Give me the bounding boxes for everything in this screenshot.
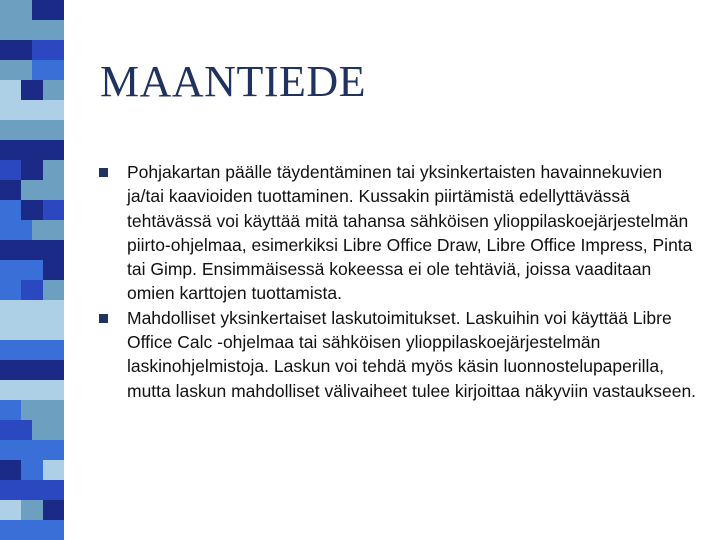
stripe-row bbox=[0, 480, 64, 500]
stripe-cell bbox=[0, 300, 64, 320]
square-bullet-icon bbox=[99, 168, 108, 177]
stripe-row bbox=[0, 180, 64, 200]
stripe-cell bbox=[0, 380, 32, 400]
stripe-cell bbox=[43, 160, 64, 180]
stripe-row bbox=[0, 420, 64, 440]
stripe-row bbox=[0, 200, 64, 220]
stripe-row bbox=[0, 140, 64, 160]
stripe-cell bbox=[0, 260, 21, 280]
stripe-cell bbox=[0, 100, 64, 120]
stripe-row bbox=[0, 240, 64, 260]
stripe-row bbox=[0, 300, 64, 320]
stripe-cell bbox=[43, 500, 64, 520]
stripe-row bbox=[0, 60, 64, 80]
slide-title: MAANTIEDE bbox=[100, 57, 367, 106]
stripe-cell bbox=[0, 200, 21, 220]
stripe-cell bbox=[0, 320, 32, 340]
stripe-cell bbox=[0, 240, 64, 260]
stripe-cell bbox=[0, 500, 21, 520]
stripe-cell bbox=[21, 80, 42, 100]
stripe-cell bbox=[43, 460, 64, 480]
bullet-list bbox=[98, 160, 703, 403]
stripe-row bbox=[0, 100, 64, 120]
stripe-cell bbox=[43, 180, 64, 200]
stripe-cell bbox=[32, 380, 64, 400]
stripe-row bbox=[0, 20, 64, 40]
bullet-item bbox=[98, 306, 703, 403]
stripe-row bbox=[0, 220, 64, 240]
stripe-cell bbox=[21, 260, 42, 280]
stripe-cell bbox=[0, 460, 21, 480]
stripe-row bbox=[0, 160, 64, 180]
stripe-cell bbox=[0, 420, 32, 440]
stripe-cell bbox=[32, 140, 64, 160]
stripe-cell bbox=[0, 280, 21, 300]
stripe-row bbox=[0, 360, 64, 380]
stripe-cell bbox=[43, 80, 64, 100]
bullet-item bbox=[98, 160, 703, 306]
stripe-cell bbox=[43, 280, 64, 300]
stripe-row bbox=[0, 500, 64, 520]
stripe-cell bbox=[43, 400, 64, 420]
stripe-cell bbox=[0, 40, 32, 60]
stripe-cell bbox=[0, 480, 21, 500]
stripe-row bbox=[0, 460, 64, 480]
stripe-cell bbox=[0, 400, 21, 420]
square-bullet-icon bbox=[99, 314, 108, 323]
decorative-stripe-bar bbox=[0, 0, 64, 540]
stripe-cell bbox=[0, 520, 64, 540]
stripe-cell bbox=[32, 440, 64, 460]
stripe-row bbox=[0, 340, 64, 360]
stripe-cell bbox=[0, 440, 32, 460]
stripe-cell bbox=[21, 480, 42, 500]
stripe-cell bbox=[21, 180, 42, 200]
stripe-cell bbox=[43, 480, 64, 500]
stripe-cell bbox=[21, 280, 42, 300]
stripe-cell bbox=[21, 160, 42, 180]
stripe-cell bbox=[0, 0, 32, 20]
stripe-cell bbox=[43, 200, 64, 220]
stripe-cell bbox=[32, 360, 64, 380]
stripe-cell bbox=[0, 60, 32, 80]
stripe-cell bbox=[0, 20, 64, 40]
stripe-cell bbox=[0, 220, 32, 240]
stripe-cell bbox=[43, 260, 64, 280]
stripe-cell bbox=[0, 80, 21, 100]
stripe-row bbox=[0, 400, 64, 420]
stripe-cell bbox=[21, 500, 42, 520]
stripe-cell bbox=[32, 220, 64, 240]
stripe-cell bbox=[21, 400, 42, 420]
stripe-cell bbox=[0, 120, 64, 140]
stripe-cell bbox=[0, 340, 64, 360]
stripe-cell bbox=[32, 420, 64, 440]
stripe-cell bbox=[32, 60, 64, 80]
stripe-cell bbox=[32, 0, 64, 20]
stripe-cell bbox=[21, 460, 42, 480]
stripe-cell bbox=[21, 200, 42, 220]
stripe-row bbox=[0, 120, 64, 140]
stripe-row bbox=[0, 0, 64, 20]
stripe-row bbox=[0, 520, 64, 540]
stripe-cell bbox=[0, 160, 21, 180]
stripe-row bbox=[0, 320, 64, 340]
stripe-cell bbox=[0, 140, 32, 160]
stripe-cell bbox=[0, 360, 32, 380]
stripe-cell bbox=[32, 40, 64, 60]
bullet-text: Pohjakartan päälle täydentäminen tai yksinkertaisten havainnekuvien ja/tai kaavioiden tuottaminen. Kussakin piirtämistä edellyttävässä tehtävässä voi käyttää mitä tahansa sähköisen ylioppilaskoejärjestelmän piirto-ohjelmaa, esimerkiksi Libre Office Draw, Libre Office Impress, Pinta tai Gimp. Ensimmäisessä kokeessa ei ole tehtäviä, joissa vaaditaan omien karttojen tuottamista. bbox=[127, 162, 693, 304]
stripe-cell bbox=[0, 180, 21, 200]
stripe-row bbox=[0, 280, 64, 300]
stripe-row bbox=[0, 40, 64, 60]
stripe-row bbox=[0, 380, 64, 400]
stripe-row bbox=[0, 440, 64, 460]
stripe-row bbox=[0, 260, 64, 280]
bullet-text: Mahdolliset yksinkertaiset laskutoimitukset. Laskuihin voi käyttää Libre Office Calc -ohjelmaa tai sähköisen ylioppilaskoejärjestelmän laskinohjelmistoja. Laskun voi tehdä myös käsin luonnostelupaperilla, mutta laskun mahdolliset välivaiheet tulee kirjoittaa näkyviin vastaukseen. bbox=[127, 307, 697, 401]
stripe-row bbox=[0, 80, 64, 100]
stripe-cell bbox=[32, 320, 64, 340]
